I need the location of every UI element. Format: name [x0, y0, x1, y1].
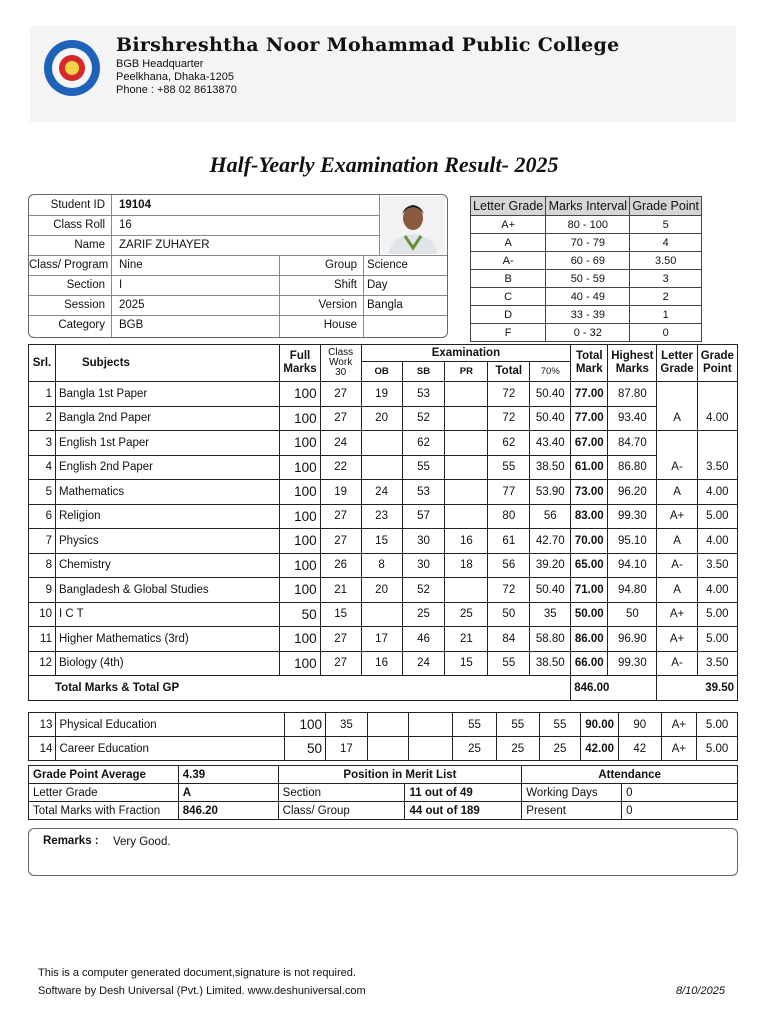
row-class-work: 27 [320, 529, 361, 554]
row-full-marks: 100 [280, 455, 320, 480]
row-grade-point: 5.00 [697, 627, 737, 652]
table-row [29, 406, 738, 431]
table-row [29, 553, 738, 578]
scale-row [471, 252, 702, 270]
row-total-mark: 50.00 [571, 602, 608, 627]
row-srl: 10 [29, 602, 56, 627]
scale-point: 1 [630, 306, 702, 324]
row-grade-point: 4.00 [697, 529, 737, 554]
row-pct: 39.20 [530, 553, 571, 578]
row-highest: 42 [618, 737, 661, 761]
header-letter-grade: Letter Grade [657, 345, 697, 382]
row-subject: Physics [55, 529, 279, 554]
house-label: House [323, 319, 357, 331]
row-sb [409, 737, 453, 761]
row-exam-total: 80 [488, 504, 530, 529]
row-exam-total: 62 [488, 431, 530, 456]
student-id-value: 19104 [119, 199, 151, 211]
row-subject: Higher Mathematics (3rd) [55, 627, 279, 652]
row-grade-point: 4.00 [697, 480, 737, 505]
row-letter-grade: A+ [657, 627, 697, 652]
row-class-work: 27 [320, 627, 361, 652]
row-class-work: 22 [320, 455, 361, 480]
row-sb: 52 [402, 406, 445, 431]
row-full-marks: 100 [280, 406, 320, 431]
row-pct: 38.50 [530, 651, 571, 676]
section-pos-value: 11 out of 49 [405, 784, 522, 802]
scale-row [471, 288, 702, 306]
row-highest: 50 [608, 602, 657, 627]
row-letter-grade: A+ [661, 737, 697, 761]
row-full-marks: 50 [285, 737, 326, 761]
results-table [28, 344, 738, 701]
row-exam-total: 61 [488, 529, 530, 554]
row-subject: Career Education [56, 737, 285, 761]
row-exam-total: 72 [488, 406, 530, 431]
summary-table [28, 765, 738, 820]
header-highest: Highest Marks [608, 345, 657, 382]
row-subject: Religion [55, 504, 279, 529]
working-days-value: 0 [622, 784, 738, 802]
scale-row [471, 324, 702, 342]
row-pr [445, 480, 488, 505]
scale-row [471, 216, 702, 234]
row-srl: 3 [29, 431, 56, 456]
class-roll-label: Class Roll [53, 219, 105, 231]
header-class-work: Class Work 30 [320, 345, 361, 382]
bangla-letter-grade: A [657, 382, 697, 431]
working-days-label: Working Days [522, 784, 622, 802]
row-highest: 94.80 [608, 578, 657, 603]
row-letter-grade: A+ [657, 504, 697, 529]
scale-letter: D [471, 306, 546, 324]
name-label: Name [74, 239, 105, 251]
letter-grade-value: A [178, 784, 278, 802]
table-row [29, 431, 738, 456]
row-pr [445, 578, 488, 603]
row-ob: 15 [361, 529, 402, 554]
row-pct: 58.80 [530, 627, 571, 652]
row-exam-total: 72 [488, 578, 530, 603]
class-value: Nine [119, 259, 143, 271]
row-ob [361, 431, 402, 456]
group-pos-value: 44 out of 189 [405, 802, 522, 820]
row-total-mark: 70.00 [571, 529, 608, 554]
row-pct: 50.40 [530, 382, 571, 407]
fraction-value: 846.20 [178, 802, 278, 820]
row-grade-point: 5.00 [697, 737, 738, 761]
header-sb: SB [402, 362, 445, 382]
row-class-work: 27 [320, 406, 361, 431]
merit-title: Position in Merit List [278, 766, 522, 784]
row-srl: 1 [29, 382, 56, 407]
row-letter-grade: A- [657, 651, 697, 676]
result-title: Half-Yearly Examination Result- 2025 [209, 152, 559, 177]
table-row [29, 713, 738, 737]
row-exam-total: 84 [488, 627, 530, 652]
row-letter-grade: A+ [661, 713, 697, 737]
row-full-marks: 100 [285, 713, 326, 737]
row-srl: 5 [29, 480, 56, 505]
scale-letter: A [471, 234, 546, 252]
row-pct: 53.90 [530, 480, 571, 505]
row-sb: 30 [402, 529, 445, 554]
row-highest: 87.80 [608, 382, 657, 407]
row-sb: 53 [402, 480, 445, 505]
row-highest: 93.40 [608, 406, 657, 431]
row-sb: 62 [402, 431, 445, 456]
row-class-work: 21 [320, 578, 361, 603]
row-sb: 46 [402, 627, 445, 652]
row-full-marks: 100 [280, 504, 320, 529]
row-subject: Biology (4th) [55, 651, 279, 676]
row-total-mark: 42.00 [581, 737, 619, 761]
row-srl: 2 [29, 406, 56, 431]
row-exam-total: 72 [488, 382, 530, 407]
table-row [29, 480, 738, 505]
row-sb: 30 [402, 553, 445, 578]
row-sb: 57 [402, 504, 445, 529]
header-grade-point: Grade Point [697, 345, 737, 382]
row-pr [445, 406, 488, 431]
row-class-work: 26 [320, 553, 361, 578]
header-full-marks: Full Marks [280, 345, 320, 382]
student-info-panel [28, 194, 448, 338]
row-pr: 25 [445, 602, 488, 627]
row-total-mark: 86.00 [571, 627, 608, 652]
row-sb: 53 [402, 382, 445, 407]
row-letter-grade: A+ [657, 602, 697, 627]
scale-point: 3 [630, 270, 702, 288]
scale-interval: 33 - 39 [546, 306, 630, 324]
scale-point: 2 [630, 288, 702, 306]
extra-subjects-table [28, 712, 738, 761]
row-sb: 25 [402, 602, 445, 627]
row-pr: 16 [445, 529, 488, 554]
row-total-mark: 67.00 [571, 431, 608, 456]
scale-letter: C [471, 288, 546, 306]
footer-software: Software by Desh Universal (Pvt.) Limited. www.deshuniversal.com [38, 985, 366, 997]
class-roll-value: 16 [119, 219, 132, 231]
row-pct: 25 [539, 737, 581, 761]
row-full-marks: 100 [280, 382, 320, 407]
row-ob: 23 [361, 504, 402, 529]
row-class-work: 27 [320, 382, 361, 407]
row-srl: 13 [29, 713, 56, 737]
scale-header-interval: Marks Interval [546, 197, 630, 216]
row-full-marks: 100 [280, 529, 320, 554]
row-full-marks: 100 [280, 651, 320, 676]
row-exam-total: 56 [488, 553, 530, 578]
header-examination: Examination [361, 345, 571, 362]
scale-point: 5 [630, 216, 702, 234]
row-class-work: 24 [320, 431, 361, 456]
scale-interval: 70 - 79 [546, 234, 630, 252]
total-label: Total Marks & Total GP [29, 676, 571, 701]
row-grade-point: 3.50 [697, 553, 737, 578]
header-srl: Srl. [29, 345, 56, 382]
row-full-marks: 100 [280, 480, 320, 505]
shift-value: Day [367, 279, 388, 291]
row-class-work: 17 [326, 737, 368, 761]
row-pct: 55 [539, 713, 581, 737]
gpa-value: 4.39 [178, 766, 278, 784]
row-pct: 38.50 [530, 455, 571, 480]
row-full-marks: 100 [280, 627, 320, 652]
footer-note: This is a computer generated document,signature is not required. [38, 967, 356, 979]
row-class-work: 27 [320, 504, 361, 529]
table-row [29, 737, 738, 761]
row-pct: 42.70 [530, 529, 571, 554]
scale-row [471, 270, 702, 288]
row-total-mark: 90.00 [581, 713, 619, 737]
group-value: Science [367, 259, 408, 271]
table-row [29, 651, 738, 676]
row-subject: English 2nd Paper [55, 455, 279, 480]
scale-header-point: Grade Point [630, 197, 702, 216]
row-srl: 12 [29, 651, 56, 676]
row-highest: 99.30 [608, 651, 657, 676]
version-label: Version [318, 299, 357, 311]
header-subjects: Subjects [55, 345, 279, 382]
row-exam-total: 55 [488, 455, 530, 480]
row-pr: 18 [445, 553, 488, 578]
attendance-title: Attendance [522, 766, 738, 784]
row-ob: 20 [361, 578, 402, 603]
category-label: Category [58, 319, 105, 331]
row-highest: 84.70 [608, 431, 657, 456]
row-ob [367, 737, 409, 761]
row-highest: 96.20 [608, 480, 657, 505]
scale-row [471, 306, 702, 324]
scale-interval: 0 - 32 [546, 324, 630, 342]
row-ob: 17 [361, 627, 402, 652]
total-marks: 846.00 [571, 676, 657, 701]
row-grade-point: 5.00 [697, 602, 737, 627]
row-letter-grade: A [657, 578, 697, 603]
header-ob: OB [361, 362, 402, 382]
name-value: ZARIF ZUHAYER [119, 239, 210, 251]
row-exam-total: 55 [496, 713, 539, 737]
row-pr: 25 [453, 737, 497, 761]
total-gp: 39.50 [657, 676, 738, 701]
row-subject: English 1st Paper [55, 431, 279, 456]
row-total-mark: 77.00 [571, 382, 608, 407]
scale-header-letter: Letter Grade [471, 197, 546, 216]
scale-interval: 40 - 49 [546, 288, 630, 306]
row-grade-point: 5.00 [697, 713, 738, 737]
row-class-work: 19 [320, 480, 361, 505]
row-ob: 19 [361, 382, 402, 407]
scale-interval: 80 - 100 [546, 216, 630, 234]
row-ob: 8 [361, 553, 402, 578]
row-highest: 96.90 [608, 627, 657, 652]
row-ob [361, 602, 402, 627]
remarks-text: Very Good. [113, 836, 171, 848]
address-line: BGB Headquarter [116, 58, 204, 70]
table-row [29, 578, 738, 603]
english-grade-point: 3.50 [697, 431, 737, 480]
header-total-mark: Total Mark [571, 345, 608, 382]
header-pr: PR [445, 362, 488, 382]
group-label: Group [325, 259, 357, 271]
row-srl: 14 [29, 737, 56, 761]
row-pr: 21 [445, 627, 488, 652]
scale-letter: A- [471, 252, 546, 270]
row-subject: Mathematics [55, 480, 279, 505]
row-sb: 52 [402, 578, 445, 603]
row-exam-total: 77 [488, 480, 530, 505]
present-value: 0 [622, 802, 738, 820]
row-subject: Physical Education [56, 713, 285, 737]
row-total-mark: 65.00 [571, 553, 608, 578]
row-pr [445, 431, 488, 456]
row-highest: 95.10 [608, 529, 657, 554]
row-pr [445, 382, 488, 407]
row-grade-point: 5.00 [697, 504, 737, 529]
table-row [29, 455, 738, 480]
row-subject: Bangla 2nd Paper [55, 406, 279, 431]
shift-label: Shift [333, 279, 357, 291]
student-id-label: Student ID [50, 199, 105, 211]
section-value: I [119, 279, 123, 291]
row-full-marks: 100 [280, 431, 320, 456]
scale-point: 0 [630, 324, 702, 342]
row-grade-point: 3.50 [697, 651, 737, 676]
row-subject: I C T [55, 602, 279, 627]
row-highest: 94.10 [608, 553, 657, 578]
letter-grade-label: Letter Grade [29, 784, 179, 802]
remarks-label: Remarks : [43, 835, 99, 847]
row-pr: 15 [445, 651, 488, 676]
row-exam-total: 25 [496, 737, 539, 761]
bangla-grade-point: 4.00 [697, 382, 737, 431]
row-subject: Bangla 1st Paper [55, 382, 279, 407]
class-label: Class/ Program [29, 259, 109, 271]
row-total-mark: 77.00 [571, 406, 608, 431]
fraction-label: Total Marks with Fraction [29, 802, 179, 820]
table-row [29, 529, 738, 554]
session-value: 2025 [119, 299, 145, 311]
table-row [29, 504, 738, 529]
row-pr [445, 504, 488, 529]
row-exam-total: 55 [488, 651, 530, 676]
row-ob: 24 [361, 480, 402, 505]
scale-letter: F [471, 324, 546, 342]
section-pos-label: Section [278, 784, 405, 802]
session-label: Session [64, 299, 105, 311]
row-highest: 90 [618, 713, 661, 737]
table-row [29, 382, 738, 407]
row-total-mark: 73.00 [571, 480, 608, 505]
row-highest: 99.30 [608, 504, 657, 529]
row-subject: Bangladesh & Global Studies [55, 578, 279, 603]
row-sb: 55 [402, 455, 445, 480]
category-value: BGB [119, 319, 144, 331]
row-total-mark: 83.00 [571, 504, 608, 529]
row-highest: 86.80 [608, 455, 657, 480]
row-total-mark: 71.00 [571, 578, 608, 603]
row-class-work: 15 [320, 602, 361, 627]
version-value: Bangla [367, 299, 403, 311]
row-pr: 55 [453, 713, 497, 737]
scale-interval: 50 - 59 [546, 270, 630, 288]
row-letter-grade: A- [657, 553, 697, 578]
row-pct: 50.40 [530, 578, 571, 603]
row-total-mark: 61.00 [571, 455, 608, 480]
header-total: Total [488, 362, 530, 382]
college-logo [42, 38, 102, 98]
header-pct: 70% [530, 362, 571, 382]
row-letter-grade: A [657, 529, 697, 554]
row-pr [445, 455, 488, 480]
group-pos-label: Class/ Group [278, 802, 405, 820]
remarks-box [28, 828, 738, 876]
total-row [29, 676, 738, 701]
scale-row [471, 234, 702, 252]
row-letter-grade: A [657, 480, 697, 505]
row-srl: 6 [29, 504, 56, 529]
scale-letter: B [471, 270, 546, 288]
row-total-mark: 66.00 [571, 651, 608, 676]
footer-date: 8/10/2025 [676, 985, 725, 997]
college-name: Birshreshtha Noor Mohammad Public College [116, 34, 620, 56]
row-ob [361, 455, 402, 480]
scale-interval: 60 - 69 [546, 252, 630, 270]
scale-point: 4 [630, 234, 702, 252]
address-line: Phone : +88 02 8613870 [116, 84, 237, 96]
row-subject: Chemistry [55, 553, 279, 578]
row-srl: 8 [29, 553, 56, 578]
row-full-marks: 50 [280, 602, 320, 627]
row-pct: 35 [530, 602, 571, 627]
address-line: Peelkhana, Dhaka-1205 [116, 71, 235, 83]
row-class-work: 35 [326, 713, 368, 737]
gpa-label: Grade Point Average [29, 766, 179, 784]
row-pct: 56 [530, 504, 571, 529]
row-ob [367, 713, 409, 737]
grade-scale-table [470, 196, 702, 342]
table-row [29, 602, 738, 627]
present-label: Present [522, 802, 622, 820]
section-label: Section [66, 279, 105, 291]
row-sb: 24 [402, 651, 445, 676]
row-srl: 7 [29, 529, 56, 554]
row-exam-total: 50 [488, 602, 530, 627]
row-ob: 20 [361, 406, 402, 431]
row-srl: 4 [29, 455, 56, 480]
row-sb [409, 713, 453, 737]
row-srl: 11 [29, 627, 56, 652]
student-photo [381, 196, 445, 254]
scale-letter: A+ [471, 216, 546, 234]
english-letter-grade: A- [657, 431, 697, 480]
row-full-marks: 100 [280, 553, 320, 578]
table-row [29, 627, 738, 652]
scale-point: 3.50 [630, 252, 702, 270]
row-grade-point: 4.00 [697, 578, 737, 603]
row-pct: 50.40 [530, 406, 571, 431]
row-ob: 16 [361, 651, 402, 676]
row-pct: 43.40 [530, 431, 571, 456]
row-srl: 9 [29, 578, 56, 603]
row-full-marks: 100 [280, 578, 320, 603]
row-class-work: 27 [320, 651, 361, 676]
